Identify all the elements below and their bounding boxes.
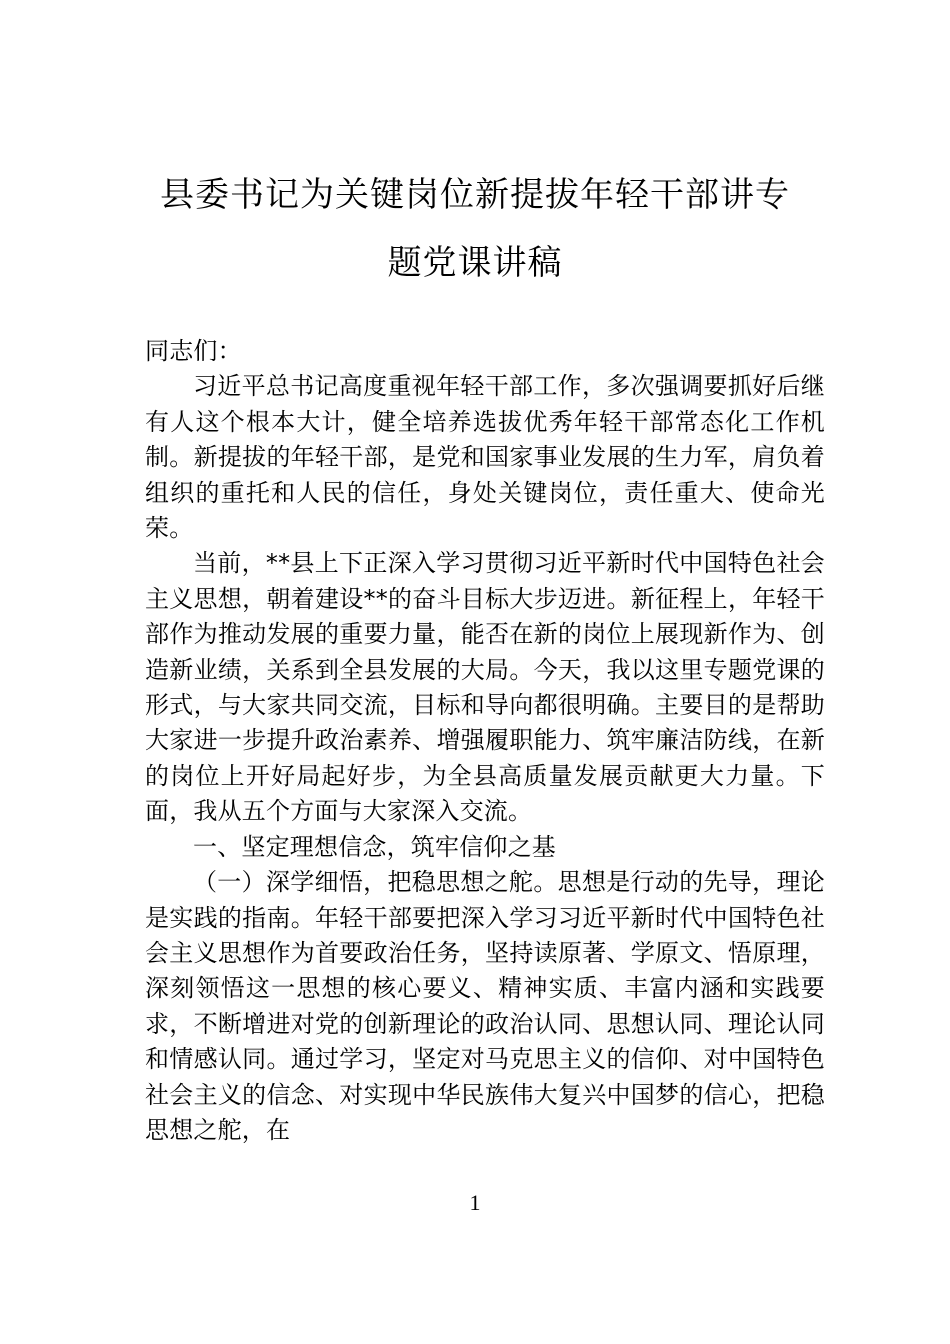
section-heading-1: 一、坚定理想信念，筑牢信仰之基	[193, 832, 556, 861]
document-title-line-2: 题党课讲稿	[387, 243, 563, 283]
paragraph-intro: 习近平总书记高度重视年轻干部工作，多次强调要抓好后继有人这个根本大计，健全培养选拔优秀年轻干部常态化工作机制。新提拔的年轻干部，是党和国家事业发展的生力军，肩负着组织的重托和人民的信任，身处关键岗位，责任重大、使命光荣。	[145, 372, 825, 543]
document-title-line-1: 县委书记为关键岗位新提拔年轻干部讲专	[160, 175, 790, 215]
page-number: 1	[469, 1190, 481, 1215]
paragraph-context: 当前，**县上下正深入学习贯彻习近平新时代中国特色社会主义思想，朝着建设**的奋斗目标大步迈进。新征程上，年轻干部作为推动发展的重要力量，能否在新的岗位上展现新作为、创造新业绩，关系到全县发展的大局。今天，我以这里专题党课的形式，与大家共同交流，目标和导向都很明确。主要目的是帮助大家进一步提升政治素养、增强履职能力、筑牢廉洁防线，在新的岗位上开好局起好步，为全县高质量发展贡献更大力量。下面，我从五个方面与大家深入交流。	[145, 549, 825, 826]
document-body	[145, 334, 825, 1148]
salutation: 同志们：	[145, 337, 242, 365]
paragraph-section-1-1: （一）深学细悟，把稳思想之舵。思想是行动的先导，理论是实践的指南。年轻干部要把深入学习习近平新时代中国特色社会主义思想作为首要政治任务，坚持读原著、学原文、悟原理，深刻领悟这一思想的核心要义、精神实质、丰富内涵和实践要求，不断增进对党的创新理论的政治认同、思想认同、理论认同和情感认同。通过学习，坚定对马克思主义的信仰、对中国特色社会主义的信念、对实现中华民族伟大复兴中国梦的信心，把稳思想之舵，在	[145, 868, 825, 1144]
